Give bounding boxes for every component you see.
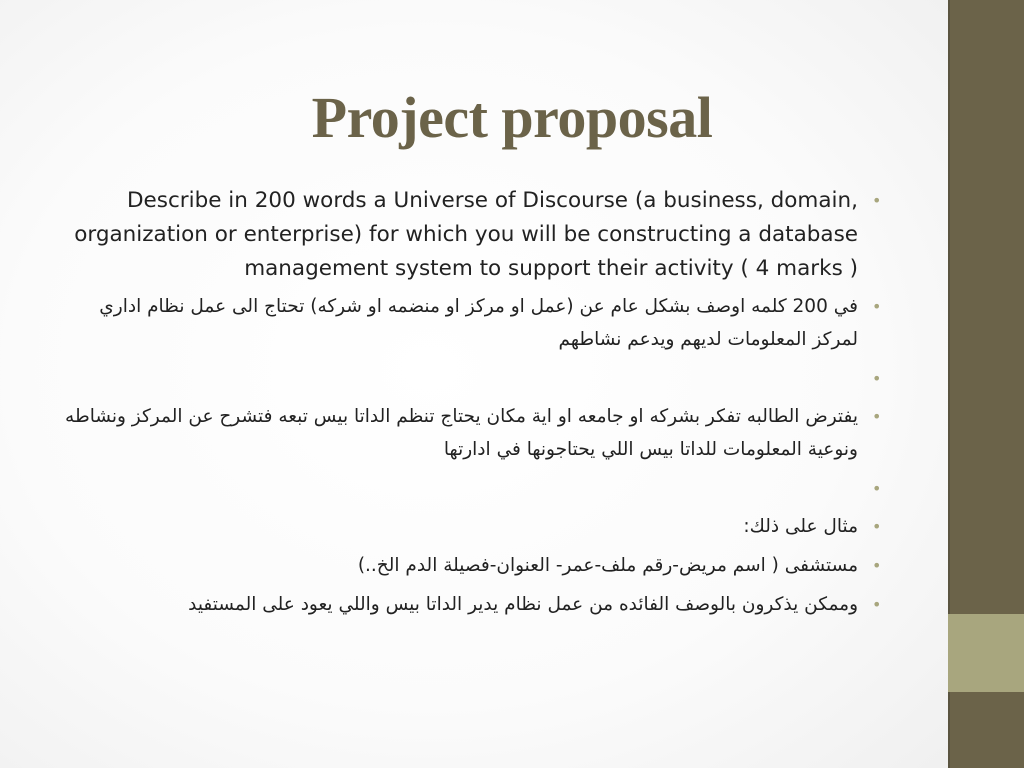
bullet-dot: • <box>872 297 882 316</box>
bullet-dot: • <box>872 595 882 614</box>
bullet-item-6 <box>58 510 882 543</box>
side-accent-block <box>948 614 1024 692</box>
bullet-text: يفترض الطالبه تفكر بشركه او جامعه او اية مكان يحتاج تنظم الداتا بيس تبعه فتشرح عن المركز ونشاطه ونوعية المعلومات للداتا بيس اللي يحتاجونها في ادارتها <box>65 406 858 460</box>
bullet-dot: • <box>872 479 882 498</box>
bullet-text: Describe in 200 words a Universe of Discourse (a business, domain, organization or enterprise) for which you will be constructing a database management system to support their activity ( 4 marks ) <box>74 188 858 281</box>
bullet-dot: • <box>872 556 882 575</box>
bullet-dot: • <box>872 369 882 388</box>
bullet-text: في 200 كلمه اوصف بشكل عام عن (عمل او مركز او منضمه او شركه) تحتاج الى عمل نظام اداري لمركز المعلومات لديهم ويدعم نشاطهم <box>99 296 858 350</box>
bullet-item-4 <box>58 400 882 466</box>
slide-title: Project proposal <box>311 85 713 150</box>
bullet-dot: • <box>872 191 882 210</box>
bullet-text: مثال على ذلك: <box>743 516 858 537</box>
bullet-list <box>58 184 882 627</box>
bullet-text: وممكن يذكرون بالوصف الفائده من عمل نظام يدير الداتا بيس واللي يعود على المستفيد <box>188 594 858 615</box>
bullet-item-8 <box>58 588 882 621</box>
bullet-item-5 <box>58 472 882 504</box>
side-decoration-bar <box>948 0 1024 768</box>
bullet-dot: • <box>872 517 882 536</box>
bullet-item-2 <box>58 290 882 356</box>
bullet-item-7 <box>58 549 882 582</box>
bullet-item-3 <box>58 362 882 394</box>
bullet-text: مستشفى ( اسم مريض-رقم ملف-عمر- العنوان-فصيلة الدم الخ..) <box>357 555 858 576</box>
bullet-item-1 <box>58 184 882 286</box>
bullet-dot: • <box>872 407 882 426</box>
